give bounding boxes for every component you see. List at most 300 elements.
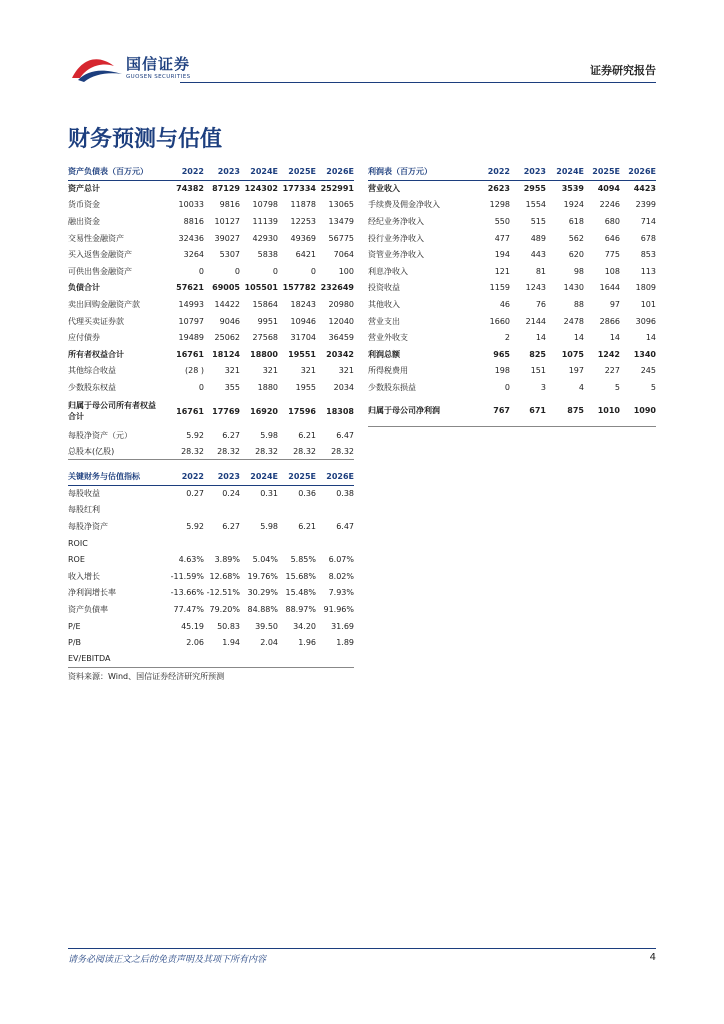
- cell-value: 19489: [178, 333, 204, 343]
- guosen-logo-icon: [68, 52, 124, 84]
- table-row: [68, 485, 354, 502]
- cell-value: 77.47%: [173, 604, 204, 614]
- cell-value: 1880: [257, 382, 278, 392]
- cell-value: 121: [494, 266, 510, 276]
- year-header: 2022: [470, 164, 510, 180]
- cell-value: 6.47: [336, 430, 354, 440]
- row-label: 每股净资产（元）: [68, 430, 132, 440]
- row-label: 手续费及佣金净收入: [368, 200, 440, 210]
- cell-value: 5307: [219, 250, 240, 260]
- cell-value: 14: [645, 333, 656, 343]
- cell-value: 6.07%: [328, 555, 354, 565]
- cell-value: 87129: [212, 184, 240, 194]
- cell-value: 489: [530, 233, 546, 243]
- table-row: [68, 313, 354, 330]
- cell-value: 28.32: [162, 443, 204, 460]
- table-row: [368, 180, 656, 197]
- cell-value: 515: [530, 216, 546, 226]
- cell-value: 151: [530, 366, 546, 376]
- cell-value: 13065: [328, 200, 354, 210]
- row-label: 资管业务净收入: [368, 250, 424, 260]
- year-header: 2024E: [546, 164, 584, 180]
- cell-value: 19551: [288, 349, 316, 359]
- row-label: 归属于母公司净利润: [368, 396, 470, 427]
- table-header-row: [68, 469, 354, 485]
- row-label: 营业外收支: [368, 333, 408, 343]
- cell-value: 6.27: [222, 430, 240, 440]
- cell-value: 57621: [176, 283, 204, 293]
- year-header: 2025E: [584, 164, 620, 180]
- cell-value: 875: [546, 396, 584, 427]
- row-label: 融出资金: [68, 216, 100, 226]
- cell-value: 18243: [290, 299, 316, 309]
- cell-value: 91.96%: [323, 604, 354, 614]
- cell-value: (28 ): [185, 366, 204, 376]
- cell-value: 12253: [290, 216, 316, 226]
- cell-value: 6.21: [298, 430, 316, 440]
- cell-value: 100: [338, 266, 354, 276]
- page-number: 4: [649, 952, 656, 963]
- cell-value: 1090: [620, 396, 656, 427]
- cell-value: [278, 651, 316, 668]
- row-label: 每股收益: [68, 489, 100, 499]
- table-row: [68, 263, 354, 280]
- cell-value: 15864: [252, 299, 278, 309]
- cell-value: 28.32: [240, 443, 278, 460]
- cell-value: 198: [494, 366, 510, 376]
- report-type-label: 证券研究报告: [590, 64, 656, 77]
- cell-value: 1298: [489, 200, 510, 210]
- table-row: [68, 396, 354, 427]
- table-row: [368, 280, 656, 297]
- cell-value: 18308: [326, 406, 354, 416]
- cell-value: [316, 535, 354, 552]
- cell-value: 11139: [252, 216, 278, 226]
- row-label: 资产总计: [68, 184, 100, 194]
- table-row: [368, 346, 656, 363]
- cell-value: 34.20: [293, 621, 316, 631]
- row-label: 利息净收入: [368, 266, 408, 276]
- cell-value: 3.89%: [214, 555, 240, 565]
- cell-value: 1955: [295, 382, 316, 392]
- table-row: [68, 346, 354, 363]
- row-label: 少数股东权益: [68, 382, 116, 392]
- cell-value: [162, 502, 204, 519]
- cell-value: 9951: [257, 316, 278, 326]
- table-row: [68, 246, 354, 263]
- cell-value: [204, 535, 240, 552]
- cell-value: [240, 651, 278, 668]
- cell-value: 0: [234, 266, 240, 276]
- table-header-row: [368, 164, 656, 180]
- cell-value: 69005: [212, 283, 240, 293]
- row-label: 每股红利: [68, 505, 100, 515]
- cell-value: 10033: [178, 200, 204, 210]
- table-row: [68, 363, 354, 380]
- cell-value: 197: [568, 366, 584, 376]
- row-label: 少数股东损益: [368, 382, 416, 392]
- cell-value: 1010: [584, 396, 620, 427]
- cell-value: 9046: [219, 316, 240, 326]
- cell-value: 108: [604, 266, 620, 276]
- row-label: EV/EBITDA: [68, 651, 162, 668]
- cell-value: 4: [578, 382, 584, 392]
- row-label: 投资收益: [368, 283, 400, 293]
- cell-value: 3264: [183, 250, 204, 260]
- cell-value: 105501: [244, 283, 278, 293]
- year-header: 2023: [204, 164, 240, 180]
- cell-value: 14: [535, 333, 546, 343]
- table-row: [368, 329, 656, 346]
- cell-value: 31.69: [331, 621, 354, 631]
- cell-value: 0: [310, 266, 316, 276]
- cell-value: 10946: [290, 316, 316, 326]
- cell-value: 825: [529, 349, 546, 359]
- cell-value: 5.92: [186, 430, 204, 440]
- cell-value: 232649: [320, 283, 354, 293]
- cell-value: [316, 651, 354, 668]
- cell-value: 11878: [290, 200, 316, 210]
- cell-value: 1430: [563, 283, 584, 293]
- year-header: 2023: [510, 164, 546, 180]
- cell-value: 321: [262, 366, 278, 376]
- row-label: 其他收入: [368, 299, 400, 309]
- row-label: 代理买卖证券款: [68, 316, 124, 326]
- cell-value: 6.21: [298, 521, 316, 531]
- cell-value: 618: [568, 216, 584, 226]
- cell-value: 15.68%: [285, 571, 316, 581]
- table-title: 利润表（百万元）: [368, 164, 470, 180]
- cell-value: 550: [494, 216, 510, 226]
- table-row: [68, 518, 354, 535]
- cell-value: 81: [535, 266, 546, 276]
- cell-value: 74382: [176, 184, 204, 194]
- cell-value: 27568: [252, 333, 278, 343]
- cell-value: 477: [494, 233, 510, 243]
- cell-value: 9816: [219, 200, 240, 210]
- cell-value: 50.83: [217, 621, 240, 631]
- cell-value: 16761: [176, 349, 204, 359]
- cell-value: 4423: [633, 184, 656, 194]
- cell-value: 0.31: [260, 489, 278, 499]
- table-row: [68, 427, 354, 444]
- table-row: [368, 396, 656, 427]
- cell-value: 4094: [597, 184, 620, 194]
- cell-value: 5.98: [260, 430, 278, 440]
- table-row: [68, 568, 354, 585]
- cell-value: 1924: [563, 200, 584, 210]
- cell-value: 84.88%: [247, 604, 278, 614]
- cell-value: 98: [573, 266, 584, 276]
- row-label: 所有者权益合计: [68, 349, 124, 359]
- cell-value: 1243: [525, 283, 546, 293]
- table-row: [368, 263, 656, 280]
- table-row: [68, 634, 354, 651]
- cell-value: -11.59%: [170, 571, 204, 581]
- row-label: 应付债券: [68, 333, 100, 343]
- cell-value: 19.76%: [247, 571, 278, 581]
- table-row: [68, 230, 354, 247]
- cell-value: 443: [530, 250, 546, 260]
- cell-value: 1.96: [298, 638, 316, 648]
- cell-value: [278, 535, 316, 552]
- cell-value: 31704: [290, 333, 316, 343]
- row-label: 归属于母公司所有者权益合计: [68, 401, 156, 422]
- table-row: [68, 585, 354, 602]
- cell-value: [278, 502, 316, 519]
- row-label: ROIC: [68, 538, 88, 548]
- cell-value: 1.89: [336, 638, 354, 648]
- row-label: 收入增长: [68, 571, 100, 581]
- cell-value: 76: [535, 299, 546, 309]
- table-row: [68, 213, 354, 230]
- cell-value: 5: [650, 382, 656, 392]
- cell-value: 10797: [178, 316, 204, 326]
- cell-value: 6.27: [222, 521, 240, 531]
- cell-value: 32436: [178, 233, 204, 243]
- page-title: 财务预测与估值: [68, 127, 223, 152]
- cell-value: 12.68%: [209, 571, 240, 581]
- cell-value: 16920: [250, 406, 278, 416]
- row-label: ROE: [68, 555, 85, 565]
- cell-value: 28.32: [278, 443, 316, 460]
- cell-value: 0.36: [298, 489, 316, 499]
- cell-value: 14422: [214, 299, 240, 309]
- cell-value: 45.19: [181, 621, 204, 631]
- cell-value: 13479: [328, 216, 354, 226]
- cell-value: 2.04: [260, 638, 278, 648]
- cell-value: 2034: [333, 382, 354, 392]
- table-row: [68, 443, 354, 460]
- cell-value: 227: [604, 366, 620, 376]
- cell-value: 620: [568, 250, 584, 260]
- cell-value: 18124: [212, 349, 240, 359]
- cell-value: 39.50: [255, 621, 278, 631]
- row-label: 营业支出: [368, 316, 400, 326]
- cell-value: 680: [604, 216, 620, 226]
- year-header: 2025E: [278, 469, 316, 485]
- cell-value: [240, 535, 278, 552]
- table-row: [68, 379, 354, 396]
- cell-value: 2.06: [186, 638, 204, 648]
- cell-value: 4.63%: [178, 555, 204, 565]
- cell-value: 321: [300, 366, 316, 376]
- cell-value: 39027: [214, 233, 240, 243]
- table-row: [68, 551, 354, 568]
- cell-value: 14: [609, 333, 620, 343]
- cell-value: 14: [573, 333, 584, 343]
- row-label: P/B: [68, 638, 82, 648]
- year-header: 2025E: [278, 164, 316, 180]
- table-row: [368, 230, 656, 247]
- cell-value: 17596: [288, 406, 316, 416]
- cell-value: 321: [338, 366, 354, 376]
- table-row: [368, 213, 656, 230]
- cell-value: 562: [568, 233, 584, 243]
- cell-value: 124302: [244, 184, 278, 194]
- cell-value: 678: [640, 233, 656, 243]
- cell-value: 767: [470, 396, 510, 427]
- table-header-row: [68, 164, 354, 180]
- row-label: P/E: [68, 621, 81, 631]
- header-divider: [180, 82, 656, 83]
- cell-value: [204, 651, 240, 668]
- cell-value: 0.38: [336, 489, 354, 499]
- cell-value: 79.20%: [209, 604, 240, 614]
- cell-value: 1340: [633, 349, 656, 359]
- cell-value: 49369: [290, 233, 316, 243]
- cell-value: 12040: [328, 316, 354, 326]
- row-label: 负债合计: [68, 283, 100, 293]
- cell-value: 20342: [326, 349, 354, 359]
- cell-value: 2955: [523, 184, 546, 194]
- logo-english-name: GUOSEN SECURITIES: [126, 74, 191, 80]
- cell-value: 15.48%: [285, 588, 316, 598]
- year-header: 2024E: [240, 469, 278, 485]
- cell-value: 252991: [320, 184, 354, 194]
- footer-divider: [68, 948, 656, 949]
- cell-value: [316, 502, 354, 519]
- cell-value: 0.24: [222, 489, 240, 499]
- page-header: [68, 52, 656, 86]
- cell-value: -12.51%: [206, 588, 240, 598]
- cell-value: 16761: [176, 406, 204, 416]
- table-row: [368, 246, 656, 263]
- cell-value: 30.29%: [247, 588, 278, 598]
- year-header: 2026E: [316, 164, 354, 180]
- cell-value: 88: [573, 299, 584, 309]
- cell-value: 97: [609, 299, 620, 309]
- table-row: [368, 313, 656, 330]
- cell-value: [240, 502, 278, 519]
- cell-value: 853: [640, 250, 656, 260]
- row-label: 投行业务净收入: [368, 233, 424, 243]
- cell-value: 1644: [599, 283, 620, 293]
- cell-value: 2866: [599, 316, 620, 326]
- row-label: 货币资金: [68, 200, 100, 210]
- cell-value: 157782: [282, 283, 316, 293]
- year-header: 2022: [162, 164, 204, 180]
- table-row: [68, 502, 354, 519]
- year-header: 2022: [162, 469, 204, 485]
- cell-value: 2478: [563, 316, 584, 326]
- cell-value: 88.97%: [285, 604, 316, 614]
- cell-value: 714: [640, 216, 656, 226]
- row-label: 净利润增长率: [68, 588, 116, 598]
- row-label: 经纪业务净收入: [368, 216, 424, 226]
- cell-value: 113: [640, 266, 656, 276]
- row-label: 买入返售金融资产: [68, 250, 132, 260]
- cell-value: 0.27: [186, 489, 204, 499]
- row-label: 营业收入: [368, 184, 400, 194]
- cell-value: [162, 535, 204, 552]
- row-label: 每股净资产: [68, 521, 108, 531]
- year-header: 2023: [204, 469, 240, 485]
- cell-value: 646: [604, 233, 620, 243]
- table-row: [68, 296, 354, 313]
- cell-value: 25062: [214, 333, 240, 343]
- cell-value: 20980: [328, 299, 354, 309]
- table-row: [68, 180, 354, 197]
- row-label: 利润总额: [368, 349, 400, 359]
- row-label: 所得税费用: [368, 366, 408, 376]
- cell-value: 965: [493, 349, 510, 359]
- cell-value: 2144: [525, 316, 546, 326]
- cell-value: 3539: [561, 184, 584, 194]
- cell-value: 5.85%: [290, 555, 316, 565]
- cell-value: 1159: [489, 283, 510, 293]
- cell-value: 5.98: [260, 521, 278, 531]
- cell-value: 1660: [489, 316, 510, 326]
- table-row: [368, 363, 656, 380]
- table-row: [368, 296, 656, 313]
- cell-value: 1809: [635, 283, 656, 293]
- cell-value: 2399: [635, 200, 656, 210]
- cell-value: 28.32: [204, 443, 240, 460]
- cell-value: 321: [224, 366, 240, 376]
- cell-value: 7064: [333, 250, 354, 260]
- table-row: [368, 379, 656, 396]
- company-logo: [68, 52, 190, 84]
- cell-value: 0: [504, 382, 510, 392]
- table-row: [68, 197, 354, 214]
- cell-value: 36459: [328, 333, 354, 343]
- table-title: 关键财务与估值指标: [68, 469, 162, 485]
- year-header: 2026E: [316, 469, 354, 485]
- table-title: 资产负债表（百万元）: [68, 164, 162, 180]
- balance-sheet-table: [68, 164, 354, 460]
- cell-value: 8816: [183, 216, 204, 226]
- disclaimer-text: 请务必阅读正文之后的免责声明及其项下所有内容: [68, 955, 267, 965]
- table-row: [68, 618, 354, 635]
- row-label: 卖出回购金融资产款: [68, 299, 140, 309]
- cell-value: 101: [640, 299, 656, 309]
- cell-value: 46: [499, 299, 510, 309]
- cell-value: 42930: [252, 233, 278, 243]
- cell-value: 0: [198, 382, 204, 392]
- cell-value: 1075: [561, 349, 584, 359]
- cell-value: 5: [614, 382, 620, 392]
- cell-value: 14993: [178, 299, 204, 309]
- cell-value: 17769: [212, 406, 240, 416]
- data-source-note: 资料来源：Wind、国信证券经济研究所预测: [68, 672, 225, 681]
- cell-value: 28.32: [316, 443, 354, 460]
- table-row: [68, 601, 354, 618]
- cell-value: 7.93%: [328, 588, 354, 598]
- cell-value: 1.94: [222, 638, 240, 648]
- income-statement-table: [368, 164, 656, 427]
- cell-value: 2623: [487, 184, 510, 194]
- table-row: [68, 535, 354, 552]
- cell-value: 0: [272, 266, 278, 276]
- cell-value: 355: [224, 382, 240, 392]
- cell-value: 194: [494, 250, 510, 260]
- cell-value: 10127: [214, 216, 240, 226]
- table-row: [68, 280, 354, 297]
- cell-value: 775: [604, 250, 620, 260]
- table-row: [68, 651, 354, 668]
- row-label: 可供出售金融资产: [68, 266, 132, 276]
- cell-value: [162, 651, 204, 668]
- cell-value: 0: [198, 266, 204, 276]
- row-label: 其他综合收益: [68, 366, 116, 376]
- cell-value: 671: [510, 396, 546, 427]
- cell-value: 8.02%: [328, 571, 354, 581]
- cell-value: 6.47: [336, 521, 354, 531]
- cell-value: 245: [640, 366, 656, 376]
- cell-value: 1242: [597, 349, 620, 359]
- cell-value: 5838: [257, 250, 278, 260]
